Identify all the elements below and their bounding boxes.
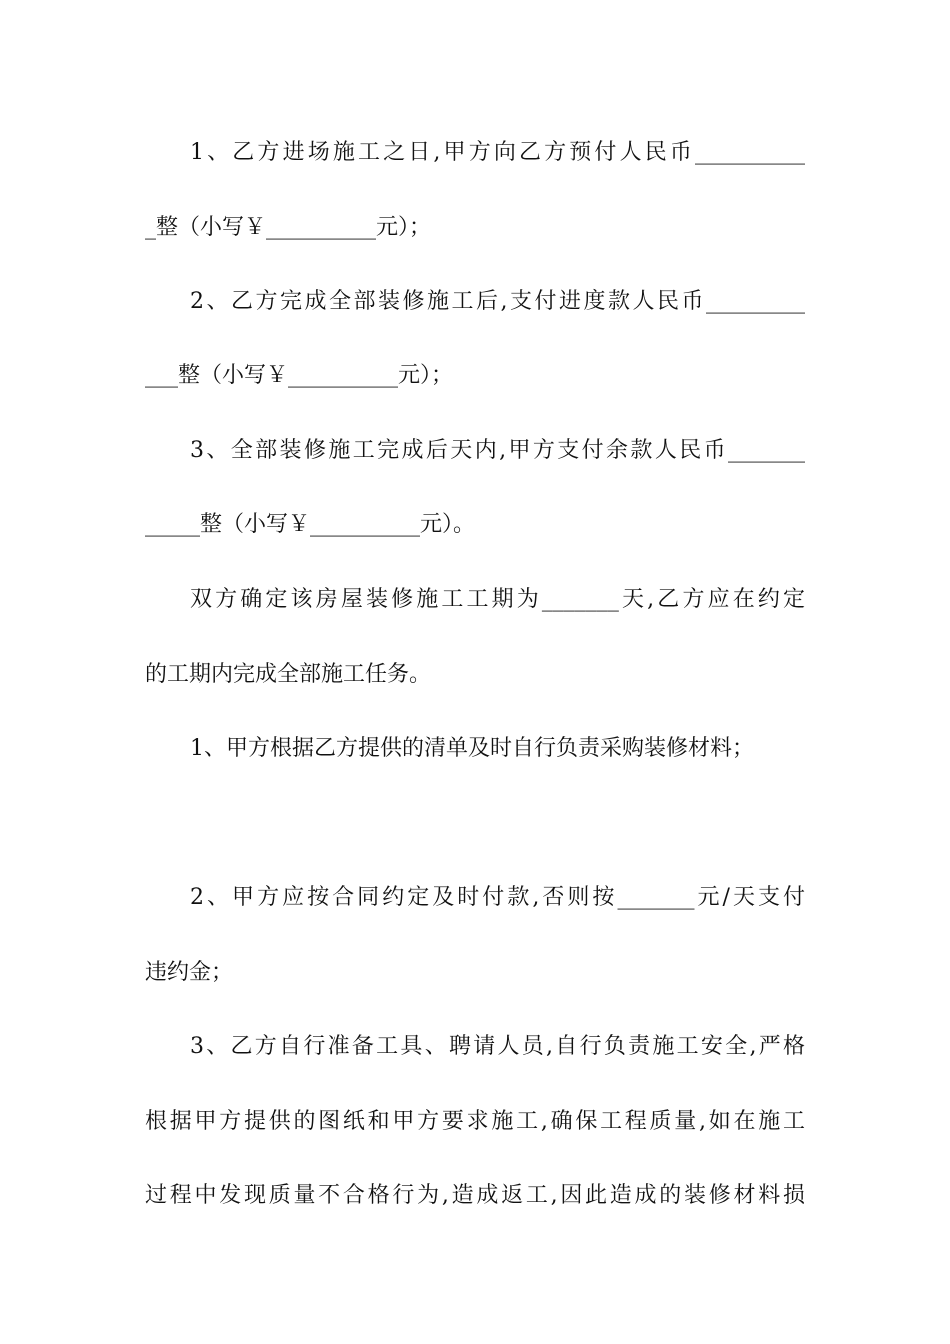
paragraph-line: _____整（小写￥__________元）。 [145, 512, 476, 537]
paragraph-line: 过程中发现质量不合格行为,造成返工,因此造成的装修材料损 [145, 1183, 805, 1208]
paragraph-line: 3、全部装修施工完成后天内,甲方支付余款人民币_______ [190, 438, 805, 463]
paragraph-line: 1、甲方根据乙方提供的清单及时自行负责采购装修材料； [190, 736, 754, 761]
paragraph-line: 2、乙方完成全部装修施工后,支付进度款人民币_________ [190, 289, 805, 314]
paragraph-line: 双方确定该房屋装修施工工期为_______天,乙方应在约定 [190, 587, 805, 612]
paragraph-line: 3、乙方自行准备工具、聘请人员,自行负责施工安全,严格 [190, 1034, 805, 1059]
paragraph-line: _整（小写￥__________元）； [145, 215, 432, 240]
paragraph-line: ___整（小写￥__________元）； [145, 363, 454, 388]
paragraph-line: 违约金； [145, 960, 234, 985]
paragraph-line: 2、甲方应按合同约定及时付款,否则按_______元/天支付 [190, 885, 805, 910]
paragraph-line: 的工期内完成全部施工任务。 [145, 662, 432, 687]
paragraph-line: 根据甲方提供的图纸和甲方要求施工,确保工程质量,如在施工 [145, 1109, 805, 1134]
paragraph-line: 1、乙方进场施工之日,甲方向乙方预付人民币__________ [190, 140, 805, 165]
